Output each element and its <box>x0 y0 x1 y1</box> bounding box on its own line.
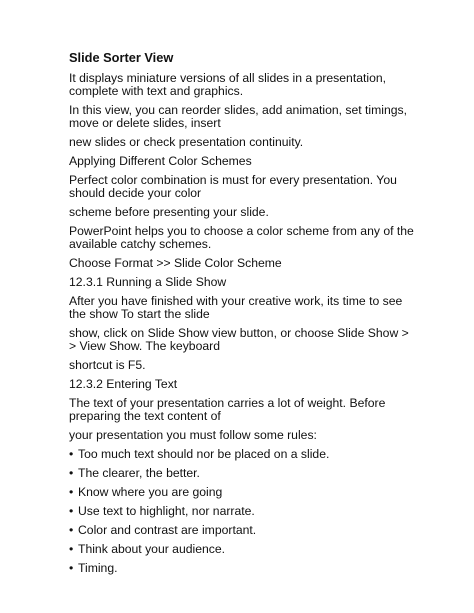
paragraph-text-weight: The text of your presentation carries a lot of weight. Before preparing the text content of <box>69 396 386 423</box>
list-item-text: Think about your audience. <box>78 542 226 556</box>
paragraph-view-actions: In this view, you can reorder slides, add animation, set timings, move or delete slides, insert <box>69 103 408 130</box>
list-item <box>69 467 414 480</box>
subheading-running-slide-show: 12.3.1 Running a Slide Show <box>69 275 227 289</box>
paragraph-format-menu-path: Choose Format >> Slide Color Scheme <box>69 256 282 270</box>
paragraph-view-actions-continued: new slides or check presentation continuity. <box>69 135 304 149</box>
rules-list <box>69 448 414 575</box>
paragraph-slide-sorter-description: It displays miniature versions of all slides in a presentation, complete with text and graphics. <box>69 71 387 98</box>
list-item-text: Color and contrast are important. <box>78 523 257 537</box>
list-item <box>69 448 414 461</box>
list-item-text: Timing. <box>78 561 118 575</box>
paragraph-powerpoint-schemes: PowerPoint helps you to choose a color scheme from any of the available catchy schemes. <box>69 224 414 251</box>
list-item-text: Too much text should nor be placed on a slide. <box>78 447 330 461</box>
list-item-text: Use text to highlight, nor narrate. <box>78 504 255 518</box>
paragraph-slide-show-keyboard: show, click on Slide Show view button, or choose Slide Show > > View Show. The keyboard <box>69 326 409 353</box>
list-item <box>69 543 414 556</box>
bullet-icon: • <box>69 523 74 537</box>
subheading-entering-text: 12.3.2 Entering Text <box>69 377 178 391</box>
paragraph-shortcut: shortcut is F5. <box>69 358 146 372</box>
paragraph-rules-intro: your presentation you must follow some rules: <box>69 428 317 442</box>
list-item <box>69 562 414 575</box>
list-item <box>69 486 414 499</box>
list-item-text: Know where you are going <box>78 485 223 499</box>
list-item-text: The clearer, the better. <box>78 466 200 480</box>
subheading-color-schemes: Applying Different Color Schemes <box>69 154 252 168</box>
paragraph-color-combination-continued: scheme before presenting your slide. <box>69 205 269 219</box>
list-item <box>69 524 414 537</box>
bullet-icon: • <box>69 542 74 556</box>
list-item <box>69 505 414 518</box>
bullet-icon: • <box>69 504 74 518</box>
section-heading: Slide Sorter View <box>69 50 174 65</box>
paragraph-color-combination: Perfect color combination is must for every presentation. You should decide your color <box>69 173 397 200</box>
bullet-icon: • <box>69 447 74 461</box>
bullet-icon: • <box>69 466 74 480</box>
bullet-icon: • <box>69 485 74 499</box>
paragraph-slide-show-start: After you have finished with your creative work, its time to see the show To start the slide <box>69 294 403 321</box>
bullet-icon: • <box>69 561 74 575</box>
document-page <box>69 50 414 581</box>
